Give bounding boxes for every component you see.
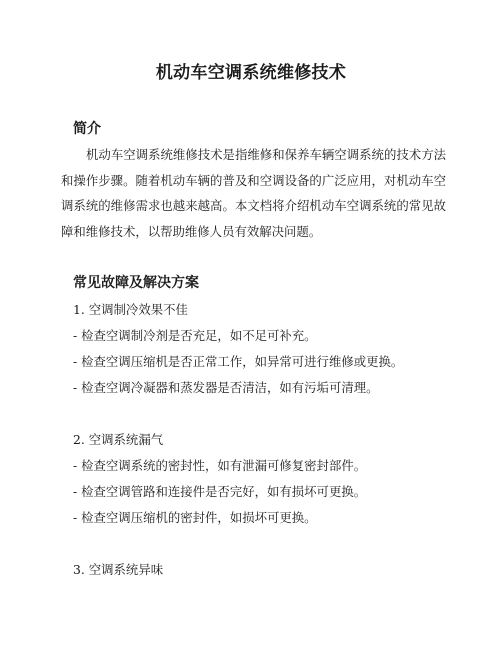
fault-2-title: 2. 空调系统漏气	[73, 432, 164, 447]
fault-1-step-3: - 检查空调冷凝器和蒸发器是否清洁，如有污垢可清理。	[73, 380, 379, 395]
fault-2-step-1: - 检查空调系统的密封性，如有泄漏可修复密封部件。	[73, 458, 367, 473]
fault-1-step-2: - 检查空调压缩机是否正常工作，如异常可进行维修或更换。	[73, 354, 404, 369]
fault-1-title: 1. 空调制冷效果不佳	[73, 302, 188, 317]
fault-2-step-3: - 检查空调压缩机的密封件，如损坏可更换。	[73, 510, 317, 525]
fault-3-title: 3. 空调系统异味	[73, 562, 164, 577]
faults-heading: 常见故障及解决方案	[73, 275, 199, 291]
fault-1-step-1: - 检查空调制冷剂是否充足，如不足可补充。	[73, 328, 317, 343]
intro-paragraph: 机动车空调系统维修技术是指维修和保养车辆空调系统的技术方法和操作步骤。随着机动车辆的普及和空调设备的广泛应用，对机动车空调系统的维修需求也越来越高。本文档将介绍机动车空调系统的常见故障和维修技术，以帮助维修人员有效解决问题。	[61, 147, 446, 239]
document-title: 机动车空调系统维修技术	[155, 63, 347, 83]
fault-2-step-2: - 检查空调管路和连接件是否完好，如有损坏可更换。	[73, 484, 367, 499]
intro-heading: 简介	[73, 121, 101, 137]
